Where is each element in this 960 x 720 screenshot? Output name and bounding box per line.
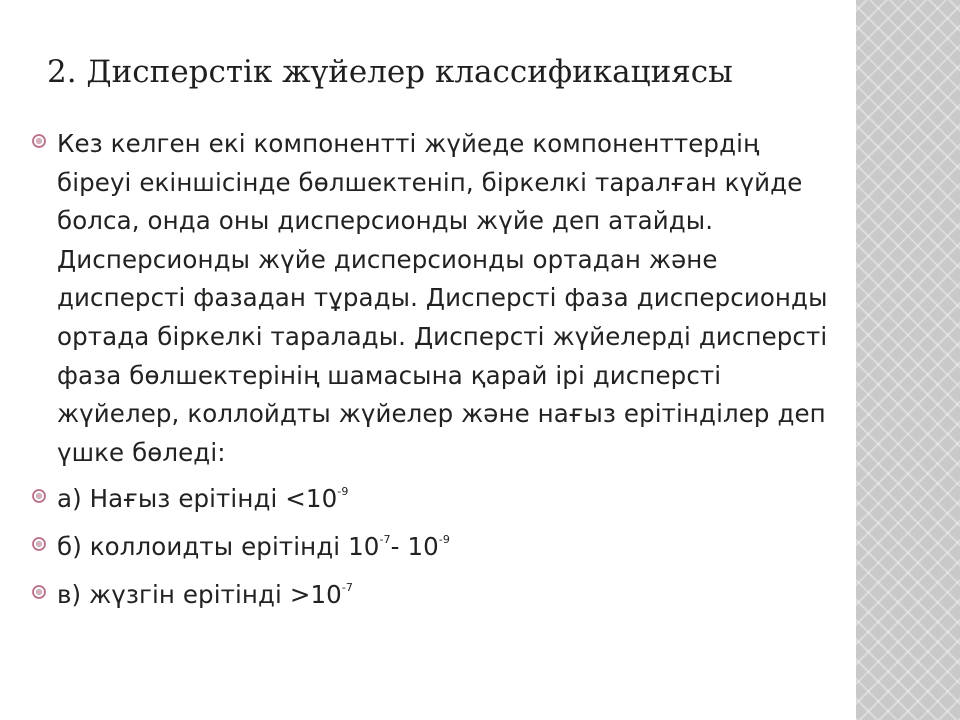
list-item-range-end: - 10 [390, 531, 439, 561]
list-item-text: в) жүзгін ерітінді >10 [57, 579, 342, 609]
list-item-text: б) коллоидты ерітінді 10 [57, 531, 380, 561]
list-item [31, 576, 841, 615]
paragraph-item [31, 125, 841, 472]
superscript-exponent: -7 [379, 532, 391, 546]
slide-content [31, 125, 841, 623]
circle-bullet-icon [31, 584, 47, 600]
superscript-exponent: -7 [341, 580, 354, 594]
superscript-exponent: -9 [337, 485, 349, 499]
circle-bullet-icon [31, 536, 47, 552]
slide-title: 2. Дисперстік жүйелер классификациясы [47, 54, 733, 90]
superscript-exponent: -9 [438, 532, 451, 546]
list-item-text: а) Нағыз ерітінді <10 [57, 484, 338, 514]
circle-bullet-icon [31, 488, 47, 504]
list-item [31, 528, 841, 567]
list-item [31, 480, 841, 519]
paragraph-text: Кез келген екі компонентті жүйеде компоненттердің біреуі екіншісінде бөлшектеніп, біркелкі таралған күйде болса, онда оны дисперсионды жүйе деп атайды. Дисперсионды жүйе дисперсионды ортадан және дисперсті фазадан тұрады. Дисперсті фаза дисперсионды ортада біркелкі таралады. Дисперсті жүйелерді дисперсті фаза бөлшектерінің шамасына қарай ірі дисперсті жүйелер, коллойдты жүйелер және нағыз ерітінділер деп үшке бөледі: [57, 129, 828, 467]
circle-bullet-icon [31, 133, 47, 149]
decorative-side-panel [856, 0, 960, 720]
